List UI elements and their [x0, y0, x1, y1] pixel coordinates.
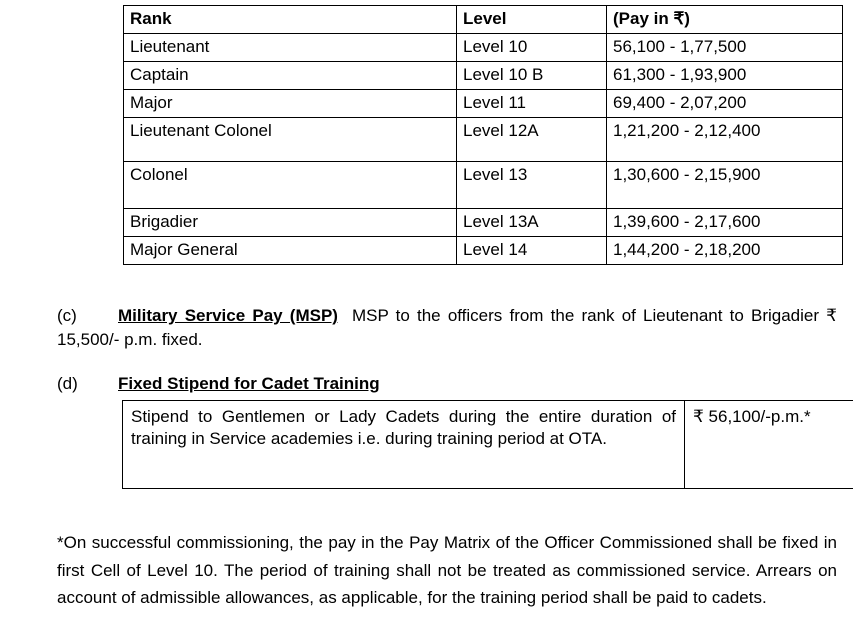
clause-d-heading: Fixed Stipend for Cadet Training [118, 374, 380, 393]
column-header-pay: (Pay in ₹) [607, 6, 843, 34]
cell-rank: Brigadier [124, 208, 457, 236]
cell-rank: Major [124, 89, 457, 117]
cell-rank: Captain [124, 61, 457, 89]
column-header-level: Level [457, 6, 607, 34]
clause-d-paragraph [57, 372, 837, 396]
clause-d-marker: (d) [57, 374, 78, 393]
table-row [124, 208, 843, 236]
clause-c-heading: Military Service Pay (MSP) [118, 306, 338, 325]
cell-level: Level 13A [457, 208, 607, 236]
clause-c-body: MSP to the officers from the rank of Lieutenant to Brigadier ₹ 15,500/- p.m. fixed. [57, 306, 837, 350]
cell-level: Level 10 [457, 33, 607, 61]
table-row [124, 117, 843, 161]
cell-rank: Colonel [124, 161, 457, 208]
table-row [124, 33, 843, 61]
cell-level: Level 11 [457, 89, 607, 117]
cell-rank: Major General [124, 236, 457, 264]
clause-c-paragraph [57, 304, 837, 352]
cell-level: Level 13 [457, 161, 607, 208]
cell-rank: Lieutenant [124, 33, 457, 61]
cell-level: Level 14 [457, 236, 607, 264]
column-header-rank: Rank [124, 6, 457, 34]
table-row [124, 89, 843, 117]
cell-level: Level 12A [457, 117, 607, 161]
table-row [124, 61, 843, 89]
stipend-row [123, 401, 853, 489]
table-row [124, 236, 843, 264]
cell-pay: 61,300 - 1,93,900 [607, 61, 843, 89]
stipend-amount-cell: ₹ 56,100/-p.m.* [685, 401, 853, 489]
cell-pay: 1,44,200 - 2,18,200 [607, 236, 843, 264]
cell-pay: 69,400 - 2,07,200 [607, 89, 843, 117]
pay-matrix-table [123, 5, 843, 265]
cell-pay: 1,39,600 - 2,17,600 [607, 208, 843, 236]
cell-pay: 1,30,600 - 2,15,900 [607, 161, 843, 208]
footnote-paragraph: *On successful commissioning, the pay in the Pay Matrix of the Officer Commissioned shall be fixed in first Cell of Level 10. The period of training shall not be treated as commissioned service. Arrears on account of admissible allowances, as applicable, for the training period shall be paid to cadets. [57, 533, 837, 608]
table-row [124, 161, 843, 208]
cell-rank: Lieutenant Colonel [124, 117, 457, 161]
stipend-table [122, 400, 853, 489]
table-header-row [124, 6, 843, 34]
cell-level: Level 10 B [457, 61, 607, 89]
stipend-description-cell: Stipend to Gentlemen or Lady Cadets during the entire duration of training in Service academies i.e. during training period at OTA. [123, 401, 685, 489]
cell-pay: 56,100 - 1,77,500 [607, 33, 843, 61]
clause-c-marker: (c) [57, 306, 77, 325]
cell-pay: 1,21,200 - 2,12,400 [607, 117, 843, 161]
